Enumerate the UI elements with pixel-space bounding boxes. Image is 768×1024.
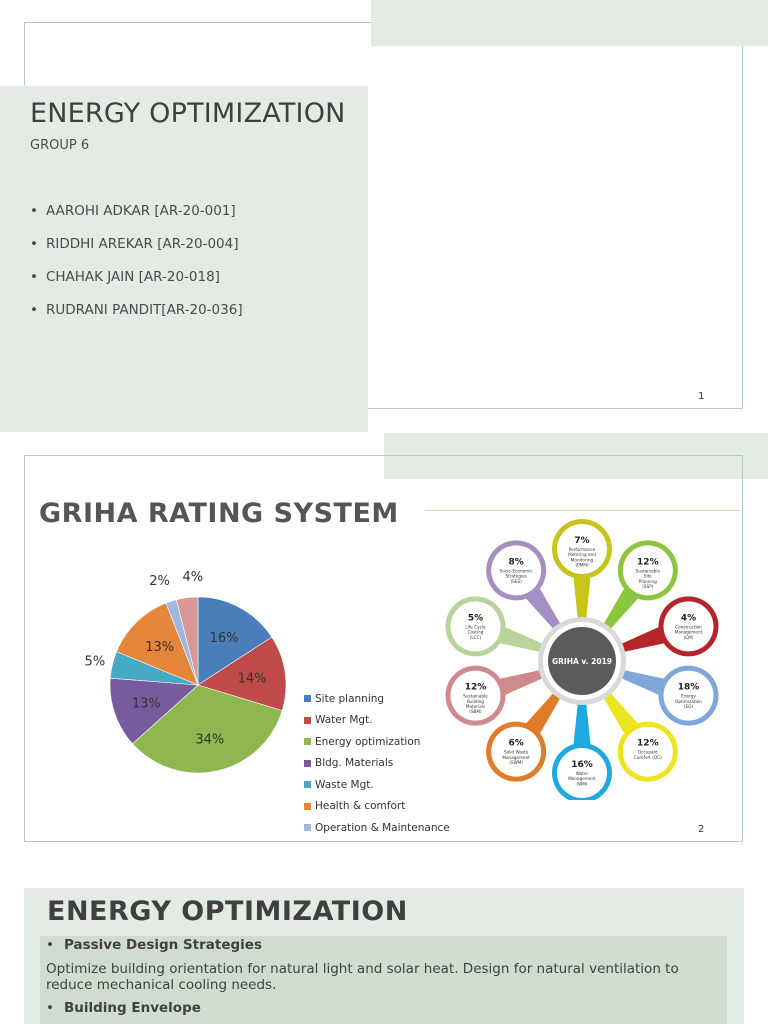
wheel-petal-percent: 8% (508, 557, 524, 568)
wheel-petal-stem (573, 573, 591, 621)
member-item: • RUDRANI PANDIT[AR-20-036] (30, 302, 243, 335)
legend-swatch (304, 760, 311, 767)
griha-wheel-svg (425, 515, 725, 800)
slide-2-page-number: 2 (698, 824, 705, 835)
legend-label: Waste Mgt. (315, 778, 374, 791)
wheel-petal-percent: 4% (680, 613, 697, 624)
member-list (30, 203, 243, 335)
legend-label: Bldg. Materials (315, 757, 394, 770)
wheel-petal-percent: 12% (637, 557, 659, 568)
pie-slice-label: 4% (182, 569, 204, 585)
legend-swatch (304, 695, 311, 702)
legend-swatch (304, 803, 311, 810)
wheel-petal-percent: 18% (677, 682, 700, 693)
wheel-petal-label: (EO) (683, 704, 694, 710)
member-item: • CHAHAK JAIN [AR-20-018] (30, 269, 243, 302)
wheel-petal-label: Metering and (568, 552, 596, 558)
wheel-petal-label: Materials (465, 704, 486, 710)
legend-label: Operation & Maintenance (315, 821, 450, 834)
legend-label: Energy optimization (315, 735, 421, 748)
wheel-petal-label: (CM) (683, 634, 694, 640)
slide-1-page-number: 1 (698, 391, 705, 402)
legend-swatch (304, 717, 311, 724)
legend-label: Site planning (315, 692, 385, 705)
wheel-petal-label: (SES) (510, 578, 522, 584)
wheel-petal-label: Building (466, 698, 484, 704)
wheel-petal-label: Management (674, 629, 703, 635)
member-item: • RIDDHI AREKAR [AR-20-004] (30, 236, 243, 269)
title-rule (425, 510, 740, 511)
bullet-passive-design: • Passive Design Strategies (46, 937, 262, 953)
wheel-petal-label: Management (502, 754, 530, 760)
bullet-building-envelope: • Building Envelope (46, 1000, 201, 1016)
wheel-petal-label: (LCC) (469, 634, 482, 640)
legend-label: Water Mgt. (315, 714, 373, 727)
wheel-petal-label: Planning (638, 578, 657, 584)
wheel-petal-label: Water (575, 771, 589, 776)
wheel-petal-percent: 5% (467, 613, 484, 624)
wheel-petal-label: Site (643, 573, 652, 579)
pie-chart (80, 565, 310, 784)
wheel-petal-label: Strategies (505, 573, 527, 579)
wheel-petal-label: Monitoring (570, 557, 594, 563)
wheel-petal-percent: 6% (508, 738, 524, 749)
wheel-petal-label: Occupant (637, 749, 658, 755)
wheel-petal-percent: 16% (571, 760, 593, 770)
pie-slice-label: 5% (84, 654, 106, 670)
wheel-petal-label: Performance (568, 547, 596, 552)
pie-slice-label: 16% (209, 631, 239, 647)
wheel-petal-label: Comfort (OC) (633, 754, 662, 760)
wheel-petal-label: (SBM) (469, 709, 482, 715)
wheel-petal-label: (WM) (576, 781, 588, 787)
pie-chart-svg (80, 565, 310, 780)
wheel-petal-label: (SWM) (509, 760, 524, 766)
wheel-petal-label: Sustainable (635, 568, 661, 574)
wheel-petal-label: Sustainable (463, 693, 488, 699)
wheel-petal-label: Costing (467, 629, 484, 635)
pie-slice-label: 13% (131, 696, 161, 712)
wheel-petal-label: (PMM) (575, 562, 589, 568)
wheel-petal-label: Optimization (675, 698, 702, 704)
wheel-petal-percent: 12% (464, 682, 487, 693)
slide-1-subtitle: GROUP 6 (30, 138, 90, 153)
wheel-petal-stem (573, 701, 591, 749)
legend-swatch (304, 781, 311, 788)
wheel-hub-label: GRIHA v. 2019 (551, 657, 613, 666)
griha-wheel (425, 515, 725, 804)
slide-1-title: ENERGY OPTIMIZATION (30, 98, 346, 129)
legend-swatch (304, 738, 311, 745)
wheel-petal-label: Solid Waste (503, 749, 529, 755)
pie-slice-label: 2% (149, 574, 170, 590)
pie-slice-label: 14% (237, 671, 267, 687)
pie-slice-label: 34% (195, 732, 225, 748)
slide-2-title: GRIHA RATING SYSTEM (39, 498, 399, 529)
legend-swatch (304, 824, 311, 831)
wheel-petal-label: Management (568, 776, 596, 782)
wheel-petal-label: (SSP) (642, 583, 654, 589)
paragraph-passive-design: Optimize building orientation for natural light and solar heat. Design for natural ventilation to reduce mechanical cooling needs. (46, 961, 679, 993)
pie-slice-label: 13% (145, 640, 175, 656)
wheel-petal-percent: 12% (637, 738, 659, 749)
wheel-petal-label: Socio-Economic (499, 568, 533, 574)
slide-3-title: ENERGY OPTIMIZATION (47, 896, 408, 927)
member-item: • AAROHI ADKAR [AR-20-001] (30, 203, 243, 236)
legend-label: Health & comfort (315, 800, 406, 813)
wheel-petal-label: Construction (675, 624, 702, 630)
wheel-petal-label: Life Cycle (465, 624, 486, 630)
wheel-petal-label: Energy (681, 693, 696, 699)
slide-1-accent-bar (371, 0, 768, 46)
wheel-petal-percent: 7% (574, 536, 590, 546)
legend-item (304, 817, 450, 839)
